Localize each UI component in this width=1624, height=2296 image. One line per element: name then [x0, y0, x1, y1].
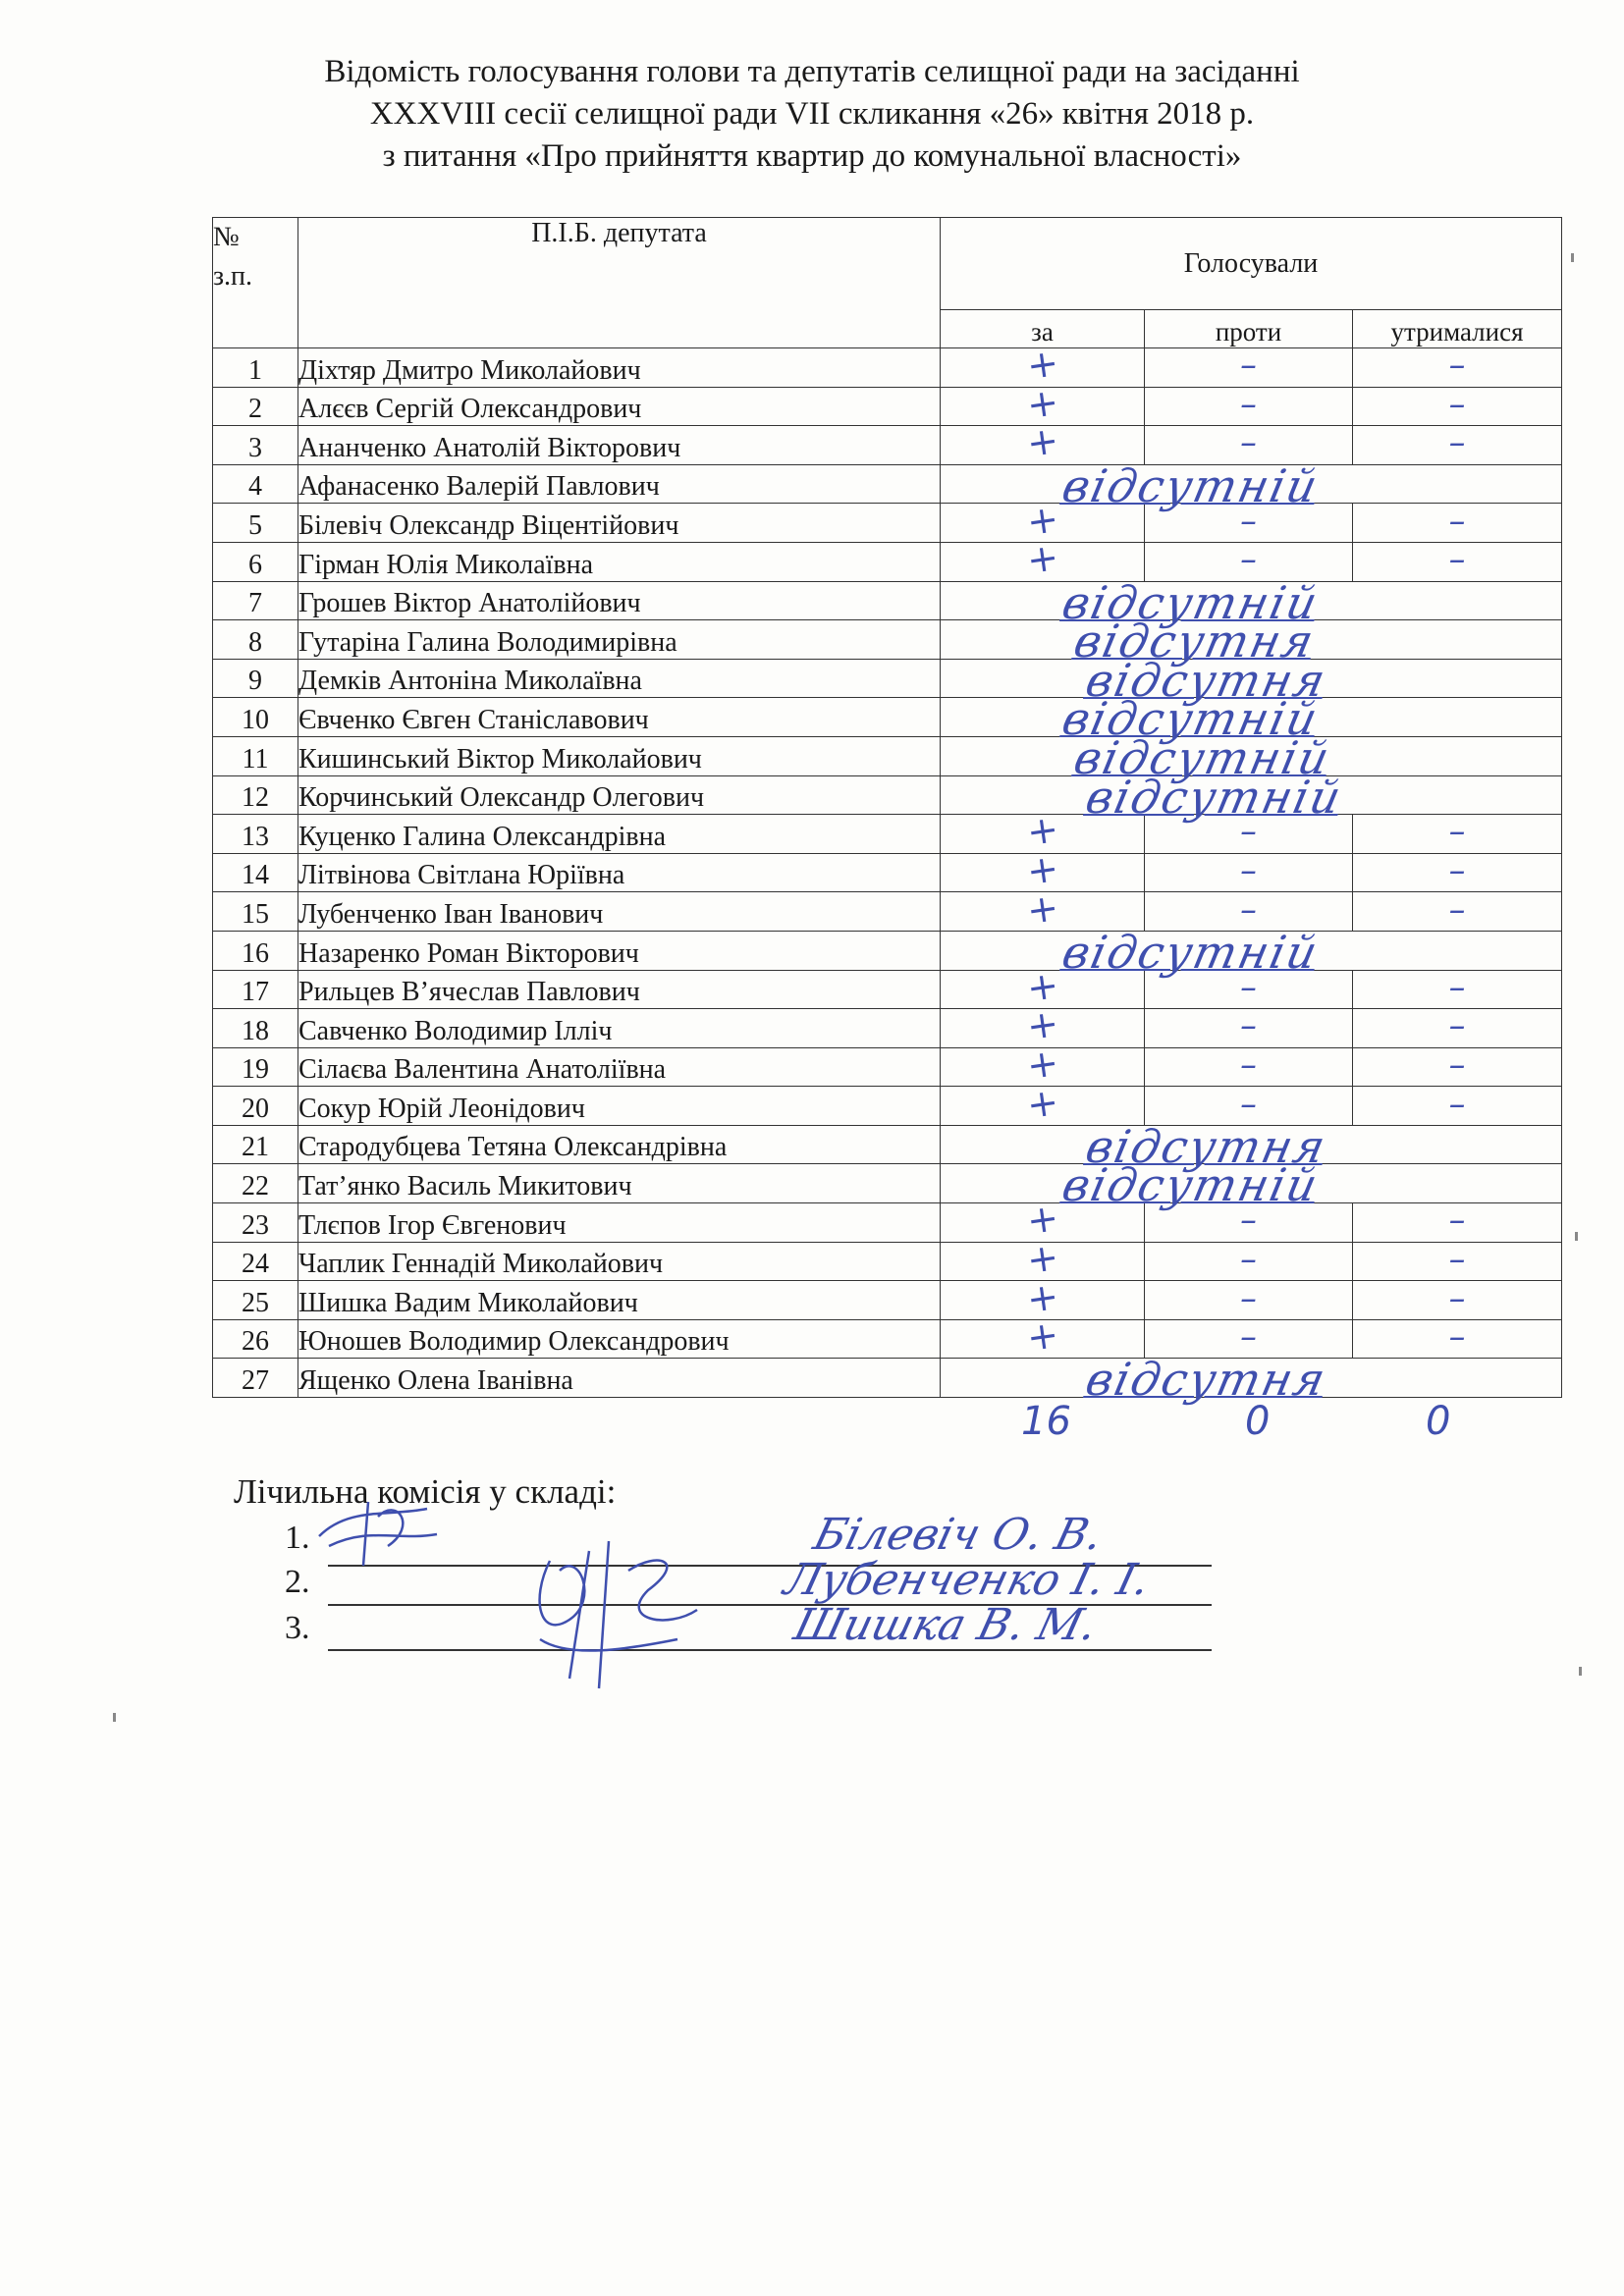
table-row — [213, 542, 1562, 581]
row-number: 12 — [213, 775, 298, 815]
row-number: 13 — [213, 815, 298, 854]
deputy-name: Гутаріна Галина Володимирівна — [298, 620, 941, 660]
deputy-name: Кишинський Віктор Миколайович — [298, 736, 941, 775]
table-row — [213, 775, 1562, 815]
vote-abstain-cell — [1353, 1006, 1562, 1048]
table-row — [213, 698, 1562, 737]
plus-mark: + — [1023, 496, 1061, 544]
row-number: 9 — [213, 659, 298, 698]
row-number: 5 — [213, 504, 298, 543]
dash-mark: – — [1240, 851, 1257, 891]
row-number: 4 — [213, 464, 298, 504]
absent-note: відсутня — [1081, 653, 1332, 707]
table-row — [213, 1242, 1562, 1281]
vote-against-cell — [1145, 1203, 1353, 1243]
dash-mark: – — [1240, 1201, 1257, 1241]
absent-note: відсутній — [1057, 692, 1325, 746]
vote-abstain-cell — [1353, 1044, 1562, 1087]
dash-mark: – — [1448, 501, 1466, 541]
header-number: № з.п. — [213, 218, 298, 348]
vote-abstain-cell — [1353, 812, 1562, 854]
dash-mark: – — [1240, 1044, 1257, 1085]
deputy-name: Юношев Володимир Олександрович — [298, 1319, 941, 1359]
dash-mark: – — [1448, 851, 1466, 891]
deputy-name: Назаренко Роман Вікторович — [298, 931, 941, 970]
deputy-name: Корчинський Олександр Олегович — [298, 775, 941, 815]
table-row — [213, 853, 1562, 892]
row-number: 19 — [213, 1047, 298, 1087]
row-number: 26 — [213, 1319, 298, 1359]
table-row — [213, 736, 1562, 775]
dash-mark: – — [1240, 1239, 1257, 1279]
row-number: 7 — [213, 581, 298, 620]
vote-abstain-cell — [1353, 889, 1562, 932]
row-number: 22 — [213, 1164, 298, 1203]
total-for: 16 — [1021, 1399, 1071, 1444]
commission-number-2: 2. — [285, 1564, 310, 1600]
dash-mark: – — [1240, 540, 1257, 580]
absent-note: відсутній — [1057, 575, 1325, 629]
commission-number-1: 1. — [285, 1520, 310, 1556]
deputy-name: Літвінова Світлана Юріївна — [298, 853, 941, 892]
table-row — [213, 1009, 1562, 1048]
absent-cell — [941, 770, 1562, 824]
deputy-name: Стародубцева Тетяна Олександрівна — [298, 1125, 941, 1164]
vote-abstain-cell — [1353, 1319, 1562, 1359]
scan-speck — [1575, 1232, 1578, 1241]
dash-mark: – — [1240, 384, 1257, 424]
row-number: 1 — [213, 348, 298, 388]
plus-mark: + — [1023, 1234, 1061, 1282]
vote-against-cell — [1145, 1278, 1353, 1320]
deputy-name: Гірман Юлія Миколаївна — [298, 542, 941, 581]
vote-against-cell — [1145, 812, 1353, 854]
header-against: проти — [1145, 310, 1353, 348]
row-number: 25 — [213, 1281, 298, 1320]
plus-mark: + — [1023, 884, 1061, 933]
dash-mark: – — [1240, 1084, 1257, 1124]
dash-mark: – — [1448, 384, 1466, 424]
deputy-name: Грошев Віктор Анатолійович — [298, 581, 941, 620]
absent-note: відсутній — [1057, 458, 1325, 512]
vote-against-cell — [1145, 384, 1353, 426]
commission-member-1: Білевіч О. В. — [808, 1510, 1109, 1560]
table-row — [213, 1087, 1562, 1126]
deputy-name: Куценко Галина Олександрівна — [298, 815, 941, 854]
plus-mark: + — [1023, 1273, 1061, 1321]
total-against: 0 — [1245, 1399, 1271, 1444]
deputy-name: Ананченко Анатолій Вікторович — [298, 426, 941, 465]
row-number: 27 — [213, 1359, 298, 1398]
dash-mark: – — [1240, 1317, 1257, 1358]
table-row — [213, 581, 1562, 620]
vote-against-cell — [1145, 967, 1353, 1009]
absent-note: відсутній — [1081, 770, 1348, 824]
row-number: 10 — [213, 698, 298, 737]
dash-mark: – — [1448, 889, 1466, 930]
dash-mark: – — [1240, 346, 1257, 386]
dash-mark: – — [1448, 1044, 1466, 1085]
vote-against-cell — [1145, 853, 1353, 892]
row-number: 24 — [213, 1242, 298, 1281]
dash-mark: – — [1448, 967, 1466, 1007]
dash-mark: – — [1240, 812, 1257, 852]
dash-mark: – — [1448, 1006, 1466, 1046]
row-number: 16 — [213, 931, 298, 970]
absent-cell — [941, 1158, 1562, 1212]
table-row — [213, 387, 1562, 426]
table-row — [213, 659, 1562, 698]
deputy-name: Лубенченко Іван Іванович — [298, 892, 941, 932]
title-line-2: XXXVIII сесії селищної ради VII скликання «26» квітня 2018 р. — [369, 96, 1255, 132]
table-body — [213, 341, 1562, 1407]
absent-note: відсутня — [1081, 1119, 1332, 1173]
plus-mark: + — [1023, 418, 1061, 466]
plus-mark: + — [1023, 341, 1061, 389]
deputy-name: Діхтяр Дмитро Миколайович — [298, 348, 941, 388]
row-number: 21 — [213, 1125, 298, 1164]
vote-abstain-cell — [1353, 853, 1562, 892]
row-number: 18 — [213, 1009, 298, 1048]
commission-member-2: Лубенченко І. І. — [779, 1555, 1156, 1605]
dash-mark: – — [1448, 346, 1466, 386]
table-row — [213, 892, 1562, 932]
table-row — [213, 1125, 1562, 1164]
vote-abstain-cell — [1353, 542, 1562, 581]
table-row — [213, 970, 1562, 1009]
document-title — [0, 51, 1624, 178]
title-line-3: з питання «Про прийняття квартир до комунальної власності» — [382, 138, 1242, 174]
vote-abstain-cell — [1353, 1203, 1562, 1243]
absent-note: відсутній — [1057, 925, 1325, 979]
deputy-name: Шишка Вадим Миколайович — [298, 1281, 941, 1320]
vote-abstain-cell — [1353, 423, 1562, 465]
absent-note: відсутня — [1081, 1353, 1332, 1407]
plus-mark: + — [1023, 1040, 1061, 1088]
vote-against-cell — [1145, 348, 1353, 388]
deputy-name: Алєєв Сергій Олександрович — [298, 387, 941, 426]
deputy-name: Ященко Олена Іванівна — [298, 1359, 941, 1398]
row-number: 20 — [213, 1087, 298, 1126]
row-number: 6 — [213, 542, 298, 581]
row-number: 15 — [213, 892, 298, 932]
header-voted: Голосували — [941, 218, 1562, 310]
dash-mark: – — [1448, 1239, 1466, 1279]
table-row — [213, 1203, 1562, 1243]
dash-mark: – — [1448, 1317, 1466, 1358]
commission-label: Лічильна комісія у складі: — [234, 1472, 617, 1511]
row-number: 14 — [213, 853, 298, 892]
header-abstain: утрималися — [1353, 310, 1562, 348]
deputy-name: Сілаєва Валентина Анатоліївна — [298, 1047, 941, 1087]
commission-member-3: Шишка В. М. — [788, 1600, 1103, 1650]
table-row — [213, 1047, 1562, 1087]
voting-table — [212, 217, 1562, 1407]
absent-note: відсутня — [1069, 614, 1321, 668]
deputy-name: Чаплик Геннадій Миколайович — [298, 1242, 941, 1281]
total-abstain: 0 — [1426, 1399, 1451, 1444]
scan-speck — [1571, 253, 1574, 262]
header-name: П.І.Б. депутата — [298, 218, 941, 348]
deputy-name: Тат’янко Василь Микитович — [298, 1164, 941, 1203]
row-number: 11 — [213, 736, 298, 775]
vote-against-cell — [1145, 501, 1353, 543]
plus-mark: + — [1023, 1079, 1061, 1127]
table-row — [213, 931, 1562, 970]
plus-mark: + — [1023, 1312, 1061, 1361]
dash-mark: – — [1240, 889, 1257, 930]
absent-cell — [941, 458, 1562, 512]
commission-line-3 — [285, 1610, 324, 1647]
vote-against-cell — [1145, 1239, 1353, 1281]
table-row — [213, 464, 1562, 504]
deputy-name: Демків Антоніна Миколаївна — [298, 659, 941, 698]
vote-abstain-cell — [1353, 967, 1562, 1009]
vote-against-cell — [1145, 1006, 1353, 1048]
scan-speck — [1579, 1667, 1582, 1676]
absent-note: відсутній — [1057, 1158, 1325, 1212]
plus-mark: + — [1023, 535, 1061, 583]
dash-mark: – — [1448, 1084, 1466, 1124]
table-row — [213, 815, 1562, 854]
plus-mark: + — [1023, 807, 1061, 855]
table-row — [213, 426, 1562, 465]
absent-note: відсутній — [1069, 730, 1336, 784]
row-number: 3 — [213, 426, 298, 465]
row-number: 2 — [213, 387, 298, 426]
table-row — [213, 1359, 1562, 1398]
table-row — [213, 504, 1562, 543]
deputy-name: Білевіч Олександр Віцентійович — [298, 504, 941, 543]
table-row — [213, 620, 1562, 660]
signature-scribble-2 — [511, 1531, 707, 1708]
dash-mark: – — [1448, 812, 1466, 852]
plus-mark: + — [1023, 1001, 1061, 1049]
plus-mark: + — [1023, 846, 1061, 894]
deputy-name: Рильцев В’ячеслав Павлович — [298, 970, 941, 1009]
dash-mark: – — [1240, 967, 1257, 1007]
vote-abstain-cell — [1353, 1278, 1562, 1320]
row-number: 23 — [213, 1203, 298, 1243]
dash-mark: – — [1240, 1006, 1257, 1046]
dash-mark: – — [1240, 501, 1257, 541]
deputy-name: Євченко Євген Станіславович — [298, 698, 941, 737]
deputy-name: Савченко Володимир Ілліч — [298, 1009, 941, 1048]
vote-abstain-cell — [1353, 501, 1562, 543]
deputy-name: Тлєпов Ігор Євгенович — [298, 1203, 941, 1243]
table-row — [213, 1319, 1562, 1359]
deputy-name: Афанасенко Валерій Павлович — [298, 464, 941, 504]
commission-number-3: 3. — [285, 1610, 310, 1646]
scan-speck — [113, 1713, 116, 1722]
deputy-name: Сокур Юрій Леонідович — [298, 1087, 941, 1126]
vote-against-cell — [1145, 1044, 1353, 1087]
dash-mark: – — [1240, 423, 1257, 463]
dash-mark: – — [1448, 423, 1466, 463]
dash-mark: – — [1448, 1201, 1466, 1241]
signature-scribble-1 — [309, 1487, 447, 1575]
dash-mark: – — [1448, 540, 1466, 580]
plus-mark: + — [1023, 1196, 1061, 1244]
plus-mark: + — [1023, 379, 1061, 427]
table-row — [213, 348, 1562, 388]
plus-mark: + — [1023, 962, 1061, 1010]
row-number: 17 — [213, 970, 298, 1009]
header-for: за — [941, 310, 1145, 348]
vote-abstain-cell — [1353, 348, 1562, 388]
dash-mark: – — [1448, 1278, 1466, 1318]
vote-abstain-cell — [1353, 384, 1562, 426]
row-number: 8 — [213, 620, 298, 660]
title-line-1: Відомість голосування голови та депутатів селищної ради на засіданні — [324, 54, 1300, 89]
absent-cell — [941, 925, 1562, 979]
vote-abstain-cell — [1353, 1084, 1562, 1126]
vote-abstain-cell — [1353, 1239, 1562, 1281]
table-row — [213, 1164, 1562, 1203]
dash-mark: – — [1240, 1278, 1257, 1318]
table-row — [213, 1281, 1562, 1320]
absent-cell — [941, 1353, 1562, 1407]
